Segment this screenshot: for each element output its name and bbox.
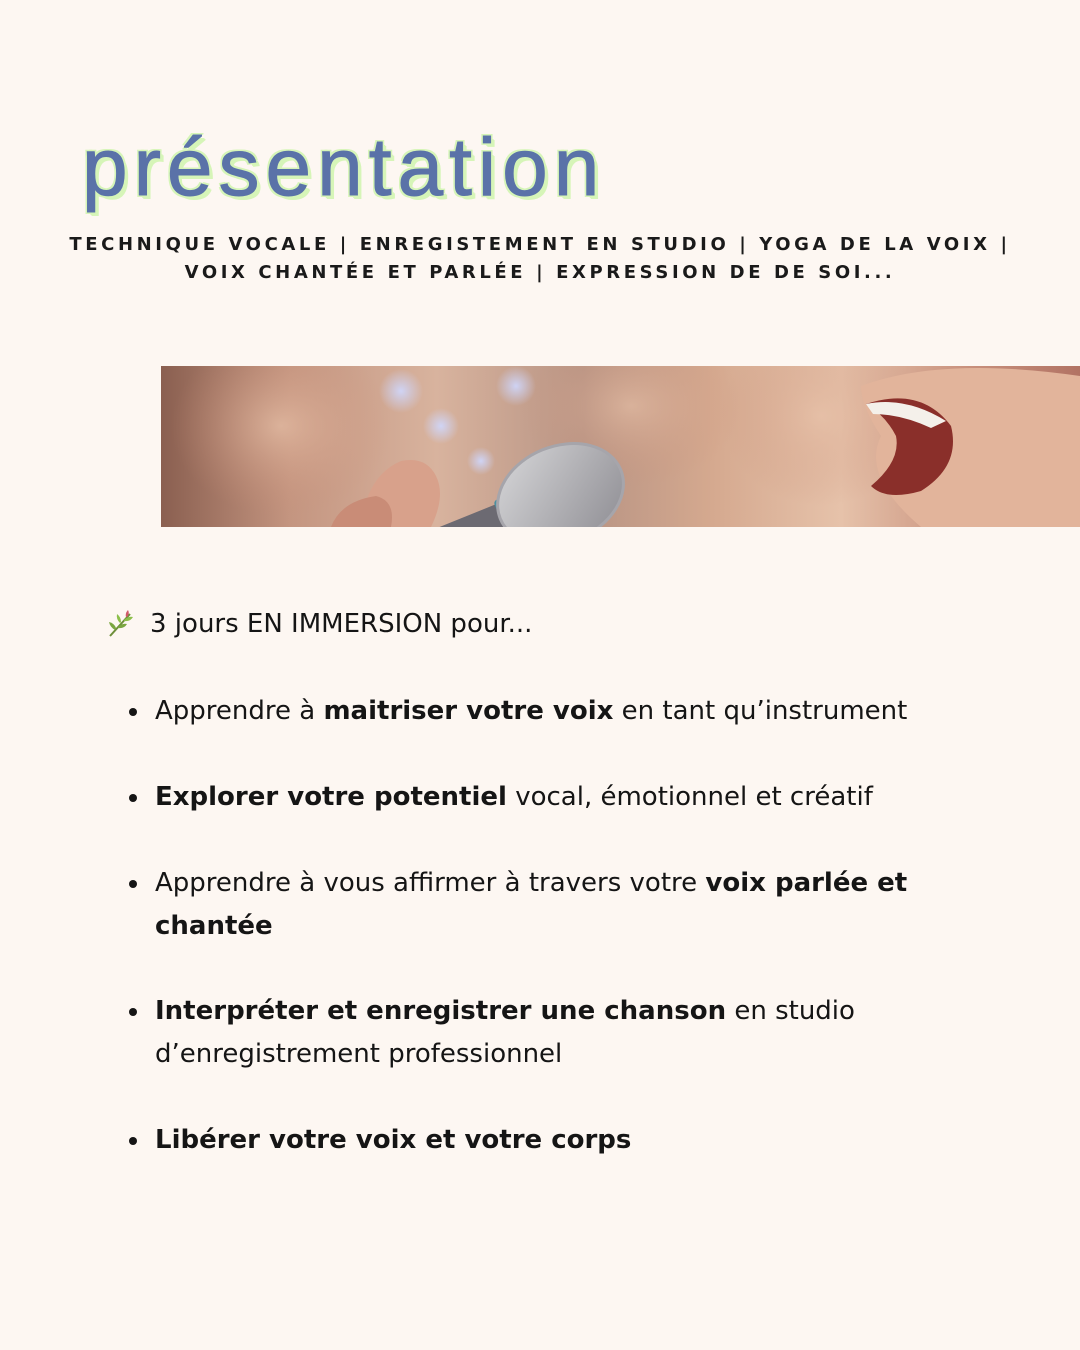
bullet-icon [129,1008,137,1016]
list-item: Interpréter et enregistrer une chanson en studio d’enregistrement professionnel [155,990,935,1076]
bullet-icon [129,708,137,716]
tagline: TECHNIQUE VOCALE | ENREGISTEMENT EN STUDIO | YOGA DE LA VOIX | VOIX CHANTÉE ET PARLÉE | EXPRESSION DE DE SOI... [69,234,1011,283]
objectives-list [155,690,935,1162]
bullet-icon [129,880,137,888]
leaf-sprig-icon [106,609,136,639]
list-item: Apprendre à vous affirmer à travers votre voix parlée et chantée [155,862,935,948]
list-item: Explorer votre potentiel vocal, émotionnel et créatif [155,776,935,819]
list-item: Apprendre à maitriser votre voix en tant qu’instrument [155,690,935,733]
bullet-icon [129,794,137,802]
page-title: présentation [82,121,606,213]
list-item: Libérer votre voix et votre corps [155,1119,935,1162]
intro-line [106,606,532,642]
bullet-icon [129,1137,137,1145]
intro-text: 3 jours EN IMMERSION pour... [150,609,533,639]
singing-microphone-photo [161,366,1080,527]
